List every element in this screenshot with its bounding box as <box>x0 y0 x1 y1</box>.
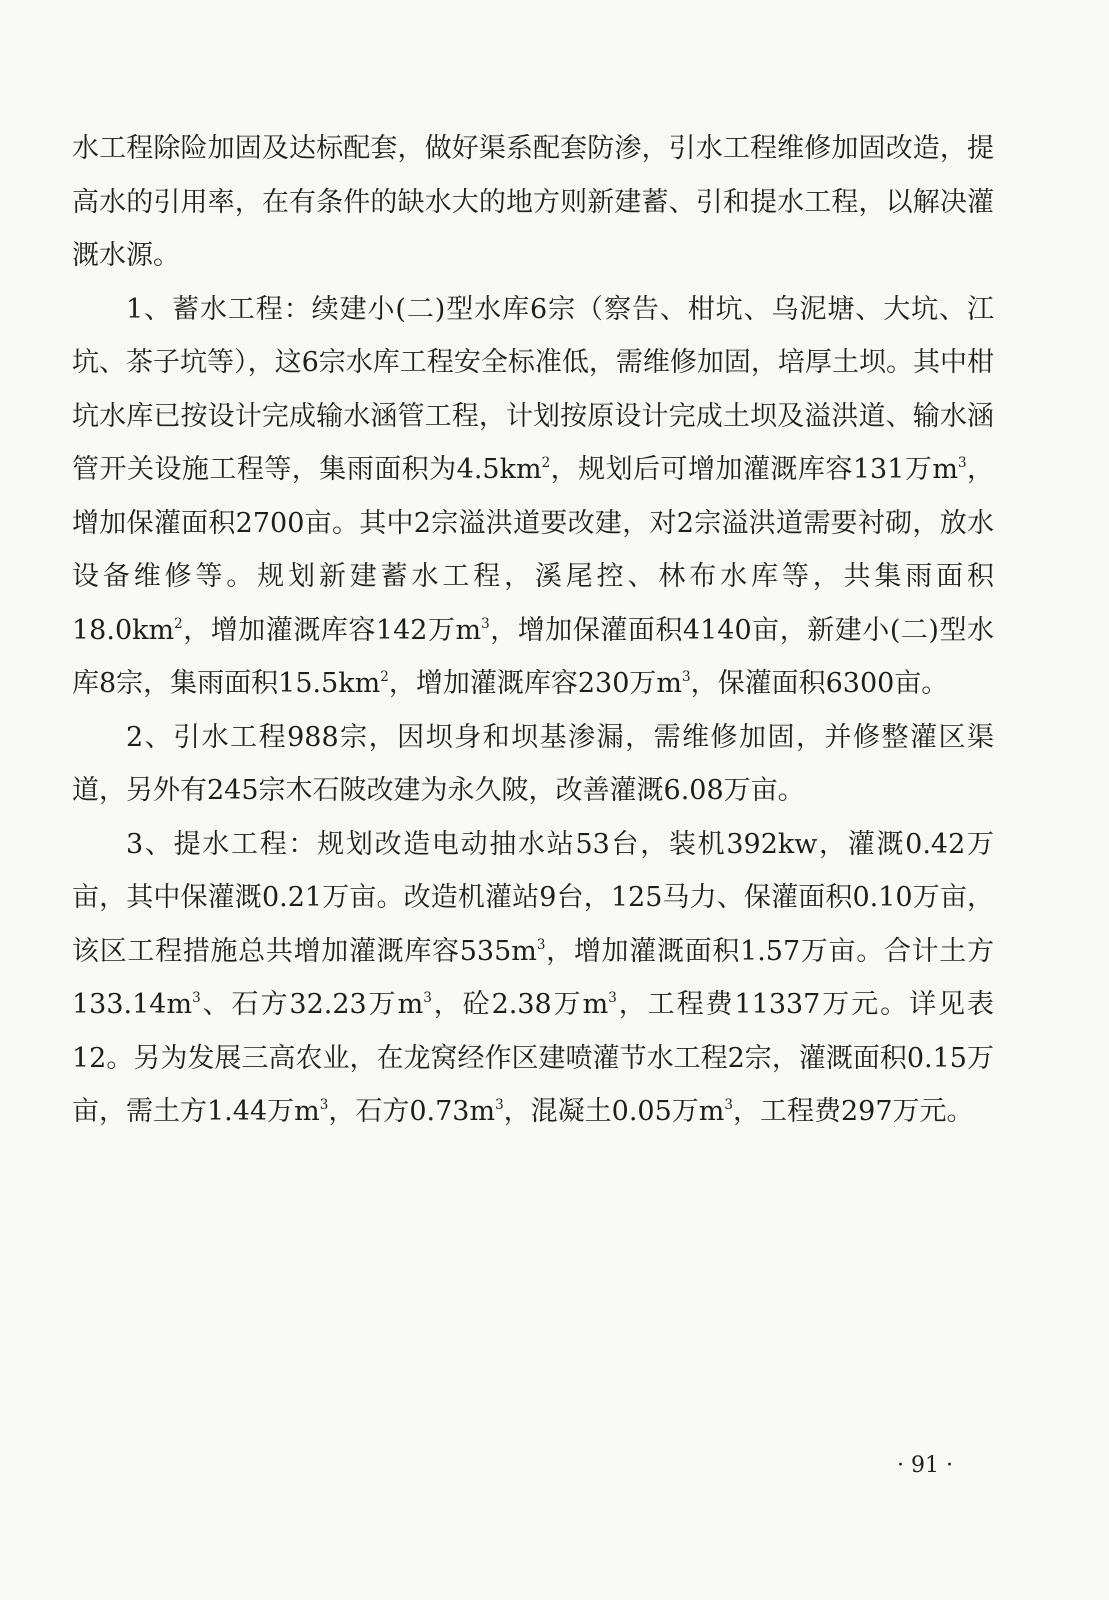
superscript: 2 <box>174 615 183 632</box>
superscript: 3 <box>724 1097 733 1114</box>
superscript: 3 <box>481 615 490 632</box>
text-run: ，保灌面积6300亩。 <box>690 668 949 699</box>
superscript: 3 <box>682 669 691 686</box>
text-run: 、石方32.23万m <box>200 989 424 1020</box>
superscript: 3 <box>319 1097 329 1114</box>
text-run: ，砼2.38万m <box>431 989 609 1020</box>
text-run: ，增加保灌面积2700亩。其中2宗溢洪道要改建，对2宗溢洪道需要衬砌，放水设备维修等。规划新建蓄水工程，溪尾控、林布水库等，共集雨面积18.0km <box>72 454 995 646</box>
text-run: ，工程费297万元。 <box>732 1096 974 1127</box>
text-run: ，混凝土0.05万m <box>503 1096 725 1127</box>
paragraph <box>72 818 994 1139</box>
text-run: ，工程费11337万元。详见表12。另为发展三高农业，在龙窝经作区建喷灌节水工程2宗，灌溉面积0.15万亩，需土方1.44万m <box>72 989 994 1127</box>
text-run: ，增加灌溉面积1.57万亩。合计土方133.14m <box>72 935 995 1020</box>
text-run: 1、蓄水工程：续建小(二)型水库6宗（察告、柑坑、乌泥塘、大坑、江坑、茶子坑等），这6宗水库工程安全标准低，需维修加固，培厚土坝。其中柑坑水库已按设计完成输水涵管工程，计划按原设计完成土坝及溢洪道、输水涵管开关设施工程等，集雨面积为4.5km <box>72 293 994 485</box>
superscript: 3 <box>608 990 617 1007</box>
text-run: 3、提水工程：规划改造电动抽水站53台，装机392kw，灌溉0.42万亩，其中保灌溉0.21万亩。改造机灌站9台，125马力、保灌面积0.10万亩，该区工程措施总共增加灌溉库容535m <box>72 828 994 967</box>
superscript: 2 <box>541 455 551 472</box>
text-run: 2、引水工程988宗，因坝身和坝基渗漏，需维修加固，并修整灌区渠道，另外有245宗木石陂改建为永久陂，改善灌溉6.08万亩。 <box>72 721 994 806</box>
paragraph <box>72 711 994 818</box>
superscript: 3 <box>192 990 201 1007</box>
body-text <box>72 122 994 1139</box>
text-run: ，规划后可增加灌溉库容131万m <box>550 454 958 485</box>
superscript: 2 <box>380 669 389 686</box>
page-number: · 91 · <box>897 1453 953 1478</box>
superscript: 3 <box>423 990 432 1007</box>
text-run: ，石方0.73m <box>328 1096 496 1127</box>
paragraph <box>72 122 994 283</box>
superscript: 3 <box>495 1097 504 1114</box>
text-run: ，增加保灌面积4140亩，新建小(二)型水库8宗，集雨面积15.5km <box>72 614 994 699</box>
text-run: ，增加灌溉库容142万m <box>182 614 482 646</box>
superscript: 3 <box>536 936 546 953</box>
text-run: 水工程除险加固及达标配套，做好渠系配套防渗，引水工程维修加固改造，提高水的引用率，在有条件的缺水大的地方则新建蓄、引和提水工程，以解决灌溉水源。 <box>72 133 994 271</box>
paragraph <box>72 283 994 711</box>
text-run: ，增加灌溉库容230万m <box>388 668 682 699</box>
superscript: 3 <box>957 455 967 472</box>
